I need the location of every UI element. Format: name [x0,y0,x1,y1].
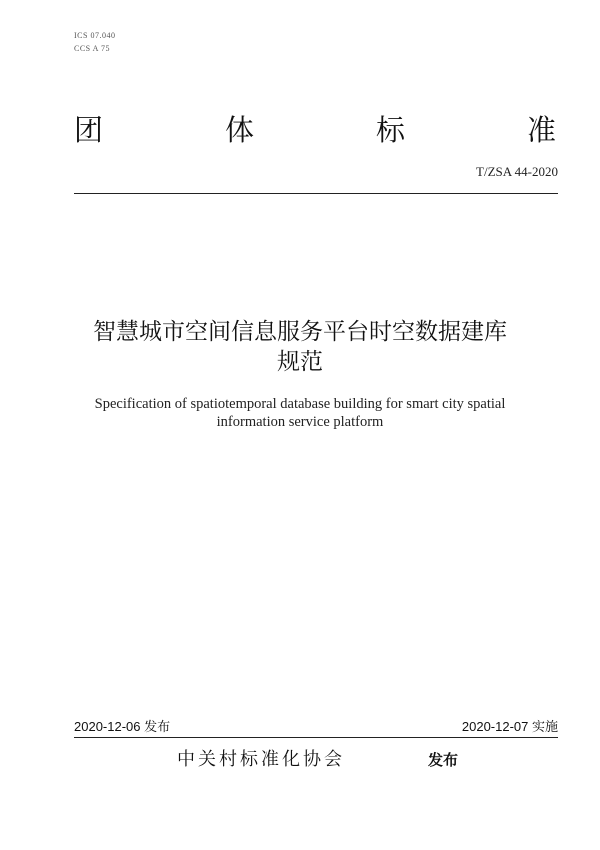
standard-type-heading [74,110,556,150]
standard-type-char-4: 准 [526,113,556,147]
publisher-name: 中关村标准化协会 [177,749,345,770]
ccs-code: CCS A 75 [74,44,111,53]
standard-type-char-3: 标 [375,113,405,147]
issue-date: 2020-12-06 发布 [74,719,171,734]
bottom-divider [74,737,558,738]
standard-number: T/ZSA 44-2020 [476,164,558,179]
publish-label: 发布 [428,751,459,769]
english-title-line-1: Specification of spatiotemporal database building for smart city spatial [94,396,506,412]
english-title-line-2: information service platform [216,414,384,430]
chinese-title-line-1: 智慧城市空间信息服务平台时空数据建库 [93,319,507,345]
ics-code: ICS 07.040 [74,31,116,40]
implementation-date: 2020-12-07 实施 [461,719,558,734]
english-title [40,395,560,431]
standard-type-char-1: 团 [74,113,104,147]
chinese-title-line-2: 规范 [277,349,323,375]
publisher-row [0,745,600,775]
standard-type-char-2: 体 [224,113,254,147]
chinese-title [40,317,560,377]
top-divider [74,193,558,194]
